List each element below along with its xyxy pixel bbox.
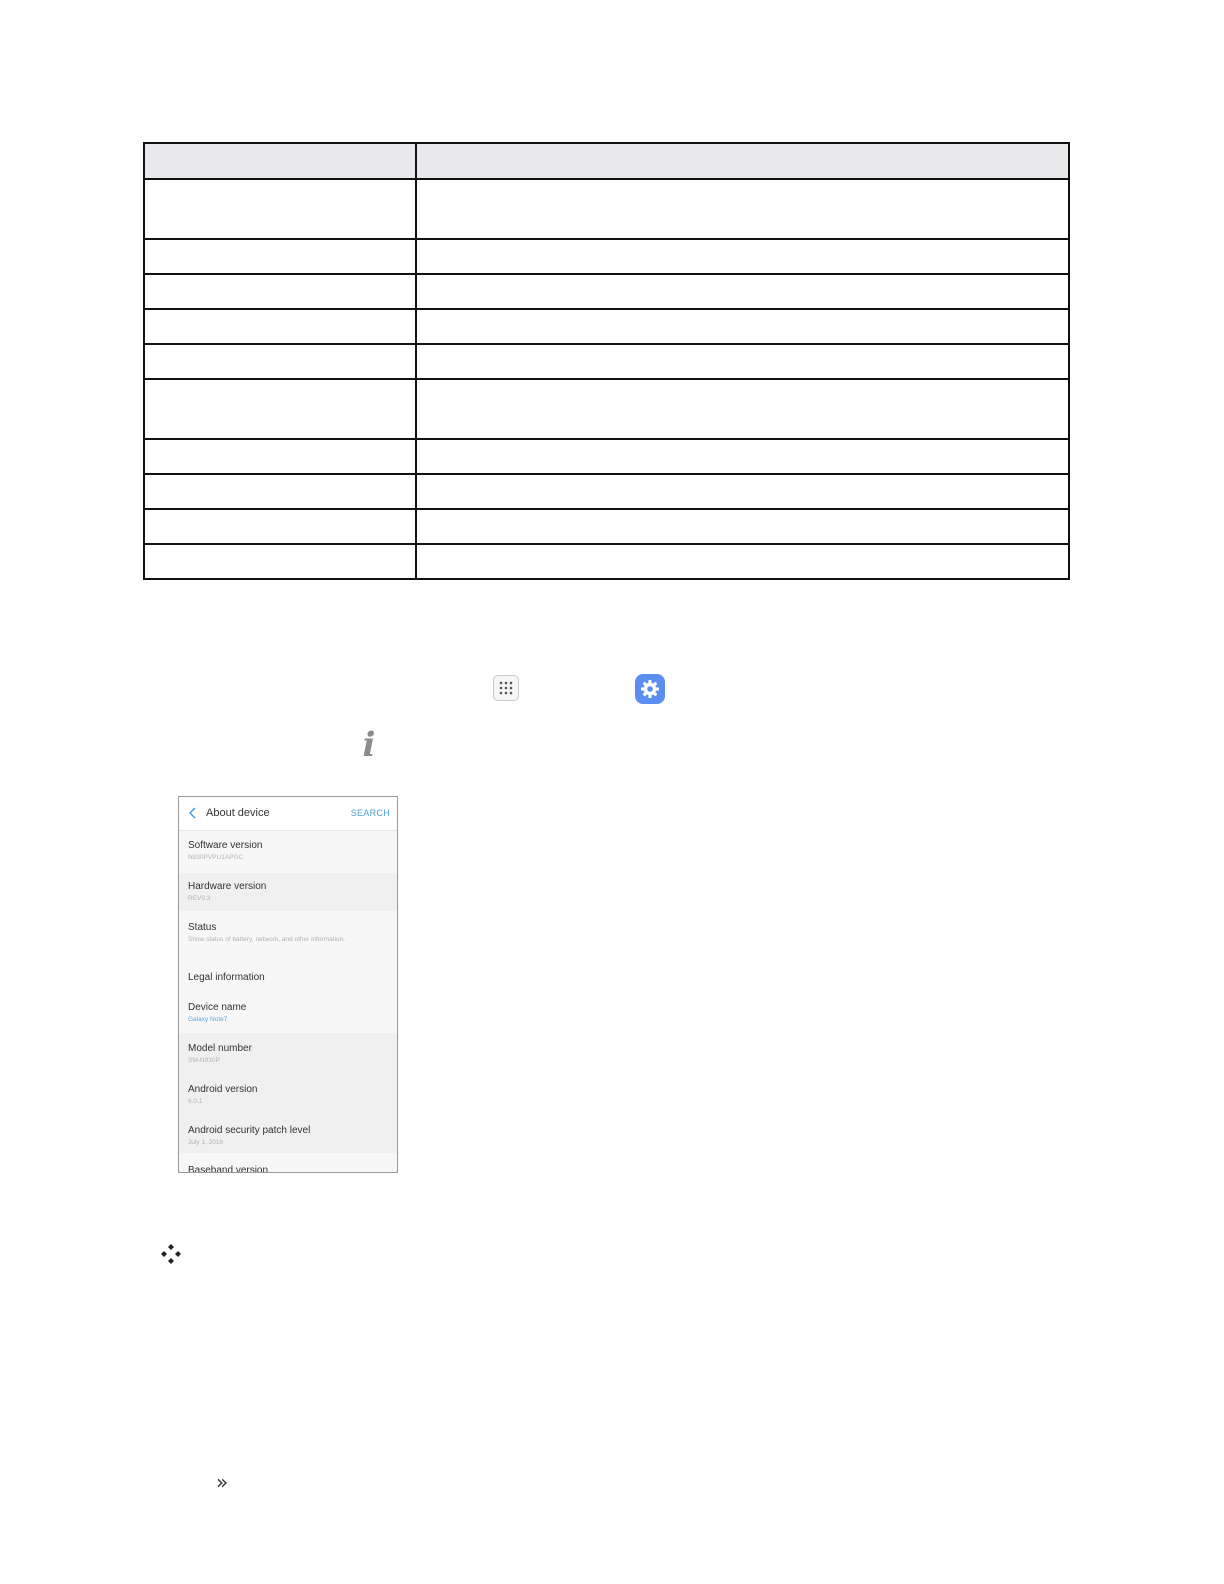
table-cell-description: [416, 544, 1069, 579]
table-cell-item: [144, 379, 416, 439]
list-item-label: Android version: [188, 1084, 258, 1095]
list-item-security-patch-level[interactable]: [188, 1125, 388, 1147]
list-item-value: 6.0.1: [188, 1098, 203, 1105]
table-cell-description: [416, 239, 1069, 274]
list-item-value: REV0.3: [188, 895, 211, 902]
list-item-value: July 1, 2016: [188, 1139, 224, 1146]
list-item-status[interactable]: [188, 922, 348, 944]
table-cell-item: [144, 239, 416, 274]
list-item-value: N930PVPU1APGC: [188, 854, 244, 861]
info-icon: i: [362, 725, 376, 765]
table-row: [144, 239, 1069, 274]
table-cell-item: [144, 474, 416, 509]
about-device-screenshot: [178, 796, 398, 1173]
list-item-label: Hardware version: [188, 881, 267, 892]
apps-grid-icon: [493, 675, 519, 701]
table-cell-description: [416, 439, 1069, 474]
list-item-value: SM-N930P: [188, 1057, 220, 1064]
table-cell-description: [416, 509, 1069, 544]
table-cell-description: [416, 474, 1069, 509]
table-cell-item: [144, 509, 416, 544]
table-cell-item: [144, 439, 416, 474]
table-cell-description: [416, 274, 1069, 309]
list-item-label: Status: [188, 922, 217, 933]
info-table: [143, 142, 1070, 580]
table-cell-description: [416, 379, 1069, 439]
table-cell-description: [416, 344, 1069, 379]
table-cell-item: [144, 344, 416, 379]
table-row: [144, 544, 1069, 579]
list-item-software-version[interactable]: [188, 840, 388, 862]
table-row: [144, 509, 1069, 544]
list-item-hardware-version[interactable]: [188, 881, 388, 903]
list-item-baseband-version[interactable]: [188, 1165, 388, 1173]
phone-header: [179, 797, 397, 831]
list-item-label: Android security patch level: [188, 1125, 311, 1136]
table-cell-item: [144, 274, 416, 309]
table-header-description: [416, 143, 1069, 179]
list-item-legal-information[interactable]: [188, 972, 388, 984]
list-item-model-number[interactable]: [188, 1043, 388, 1065]
double-chevron-icon: »: [216, 1470, 229, 1494]
table-row: [144, 179, 1069, 239]
gear-glyph: [640, 679, 660, 699]
list-item-label: Software version: [188, 840, 263, 851]
list-item-android-version[interactable]: [188, 1084, 388, 1106]
back-arrow-icon[interactable]: [187, 806, 199, 820]
list-item-device-name[interactable]: [188, 1002, 388, 1024]
table-cell-description: [416, 309, 1069, 344]
table-row: [144, 474, 1069, 509]
list-item-value: Galaxy Note7: [188, 1016, 228, 1023]
table-row: [144, 274, 1069, 309]
table-cell-item: [144, 309, 416, 344]
table-row: [144, 309, 1069, 344]
list-item-label: Model number: [188, 1043, 252, 1054]
table-header-row: [144, 143, 1069, 179]
table-row: [144, 344, 1069, 379]
list-item-label: Legal information: [188, 972, 265, 983]
table-cell-item: [144, 179, 416, 239]
apps-grid-glyph: [499, 681, 513, 695]
list-item-label: Baseband version: [188, 1165, 269, 1173]
diamond-bullet-icon: [160, 1243, 182, 1265]
table-cell-description: [416, 179, 1069, 239]
list-item-label: Device name: [188, 1002, 247, 1013]
table-row: [144, 439, 1069, 474]
table-header-item: [144, 143, 416, 179]
settings-gear-icon: [635, 674, 665, 704]
search-button[interactable]: SEARCH: [350, 808, 390, 818]
table-cell-item: [144, 544, 416, 579]
list-item-value: Show status of battery, network, and other information.: [188, 936, 346, 943]
table-row: [144, 379, 1069, 439]
phone-title: About device: [206, 807, 270, 819]
